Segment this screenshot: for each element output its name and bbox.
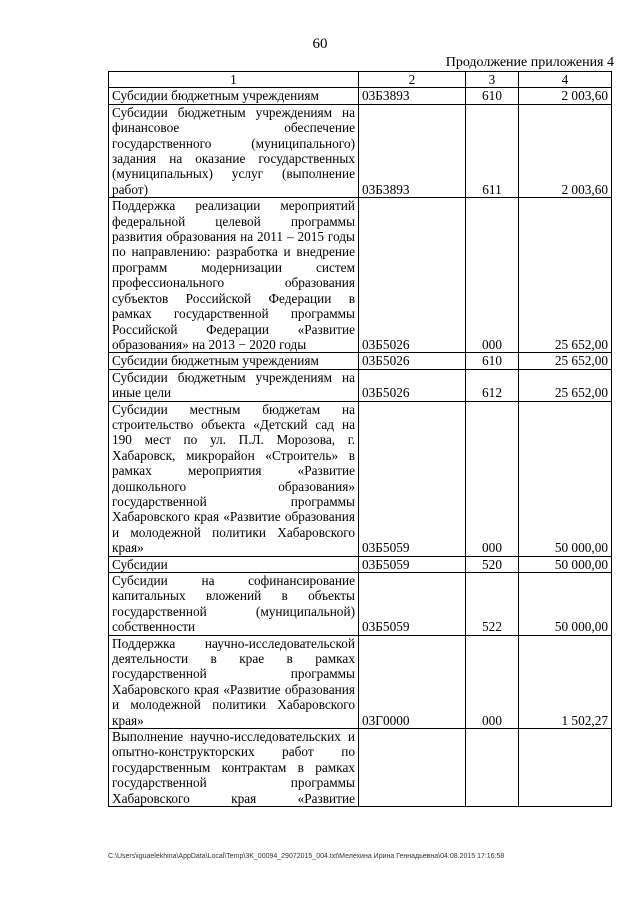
- page-number: 60: [312, 36, 328, 52]
- row-amount: 2 003,60: [519, 88, 612, 104]
- table-row: [109, 88, 612, 104]
- row-expense-type: [466, 729, 519, 807]
- row-name: Субсидии бюджетным учреждениям: [109, 88, 359, 104]
- row-name: Субсидии местным бюджетам на строительство объекта «Детский сад на 190 мест по ул. П.Л. Морозова, г. Хабаровск, микрорайон «Строитель» в рамках мероприятия «Развитие дошкольного образования» государственной программы Хабаровского края «Развитие образования и молодежной политики Хабаровского края»: [109, 401, 359, 556]
- row-code: 03Б3893: [359, 88, 466, 104]
- row-name: Субсидии бюджетным учреждениям на иные цели: [109, 369, 359, 401]
- table-row: [109, 104, 612, 197]
- row-name: Субсидии бюджетным учреждениям на финансовое обеспечение государственного (муниципального) задания на оказание государственных (муниципальных) услуг (выполнение работ): [109, 104, 359, 197]
- table-row: [109, 353, 612, 369]
- row-name: Поддержка реализации мероприятий федеральной целевой программы развития образования на 2011 – 2015 годы по направлению: разработка и внедрение программ модернизации систем профессионального образования субъектов Российской Федерации в рамках государственной программы Российской Федерации «Развитие образования» на 2013 − 2020 годы: [109, 198, 359, 353]
- row-code: 03Б5026: [359, 369, 466, 401]
- row-expense-type: 610: [466, 88, 519, 104]
- row-expense-type: 520: [466, 556, 519, 572]
- row-code: 03Б5026: [359, 198, 466, 353]
- row-name: Субсидии: [109, 556, 359, 572]
- row-name: Субсидии на софинансирование капитальных вложений в объекты государственной (муниципальной) собственности: [109, 573, 359, 636]
- row-code: 03Г0000: [359, 635, 466, 728]
- row-name: Субсидии бюджетным учреждениям: [109, 353, 359, 369]
- row-name: Поддержка научно-исследовательской деятельности в крае в рамках государственной программы Хабаровского края «Развитие образования и молодежной политики Хабаровского края»: [109, 635, 359, 728]
- row-expense-type: 522: [466, 573, 519, 636]
- table-row: [109, 573, 612, 636]
- row-amount: 50 000,00: [519, 401, 612, 556]
- row-code: 03Б5059: [359, 401, 466, 556]
- row-amount: 25 652,00: [519, 198, 612, 353]
- table-row: [109, 635, 612, 728]
- row-amount: 50 000,00: [519, 556, 612, 572]
- row-code: 03Б5026: [359, 353, 466, 369]
- row-name: Выполнение научно-исследовательских и опытно-конструкторских работ по государственным контрактам в рамках государственной программы Хабаровского края «Развитие: [109, 729, 359, 807]
- row-code: 03Б5059: [359, 573, 466, 636]
- table-row: [109, 401, 612, 556]
- row-expense-type: 000: [466, 635, 519, 728]
- row-expense-type: 611: [466, 104, 519, 197]
- table-row: [109, 729, 612, 807]
- row-code: [359, 729, 466, 807]
- column-header: 4: [519, 72, 612, 88]
- table-header-row: [109, 72, 612, 88]
- table-row: [109, 556, 612, 572]
- row-amount: 25 652,00: [519, 353, 612, 369]
- table-row: [109, 198, 612, 353]
- row-amount: 50 000,00: [519, 573, 612, 636]
- row-amount: 2 003,60: [519, 104, 612, 197]
- column-header: 3: [466, 72, 519, 88]
- row-amount: 1 502,27: [519, 635, 612, 728]
- row-expense-type: 000: [466, 198, 519, 353]
- appendix-continuation-label: Продолжение приложения 4: [445, 55, 614, 70]
- column-header: 1: [109, 72, 359, 88]
- table-row: [109, 369, 612, 401]
- budget-table: [108, 71, 612, 807]
- row-code: 03Б5059: [359, 556, 466, 572]
- row-code: 03Б3893: [359, 104, 466, 197]
- row-amount: [519, 729, 612, 807]
- row-expense-type: 612: [466, 369, 519, 401]
- row-expense-type: 000: [466, 401, 519, 556]
- row-expense-type: 610: [466, 353, 519, 369]
- column-header: 2: [359, 72, 466, 88]
- row-amount: 25 652,00: [519, 369, 612, 401]
- file-path-footer: C:\Users\iguaelekhina\AppData\Local\Temp\3K_00094_29072015_004.txt\Мелехина Ирина Геннадьевна\04.08.2015 17:16:58: [108, 853, 505, 860]
